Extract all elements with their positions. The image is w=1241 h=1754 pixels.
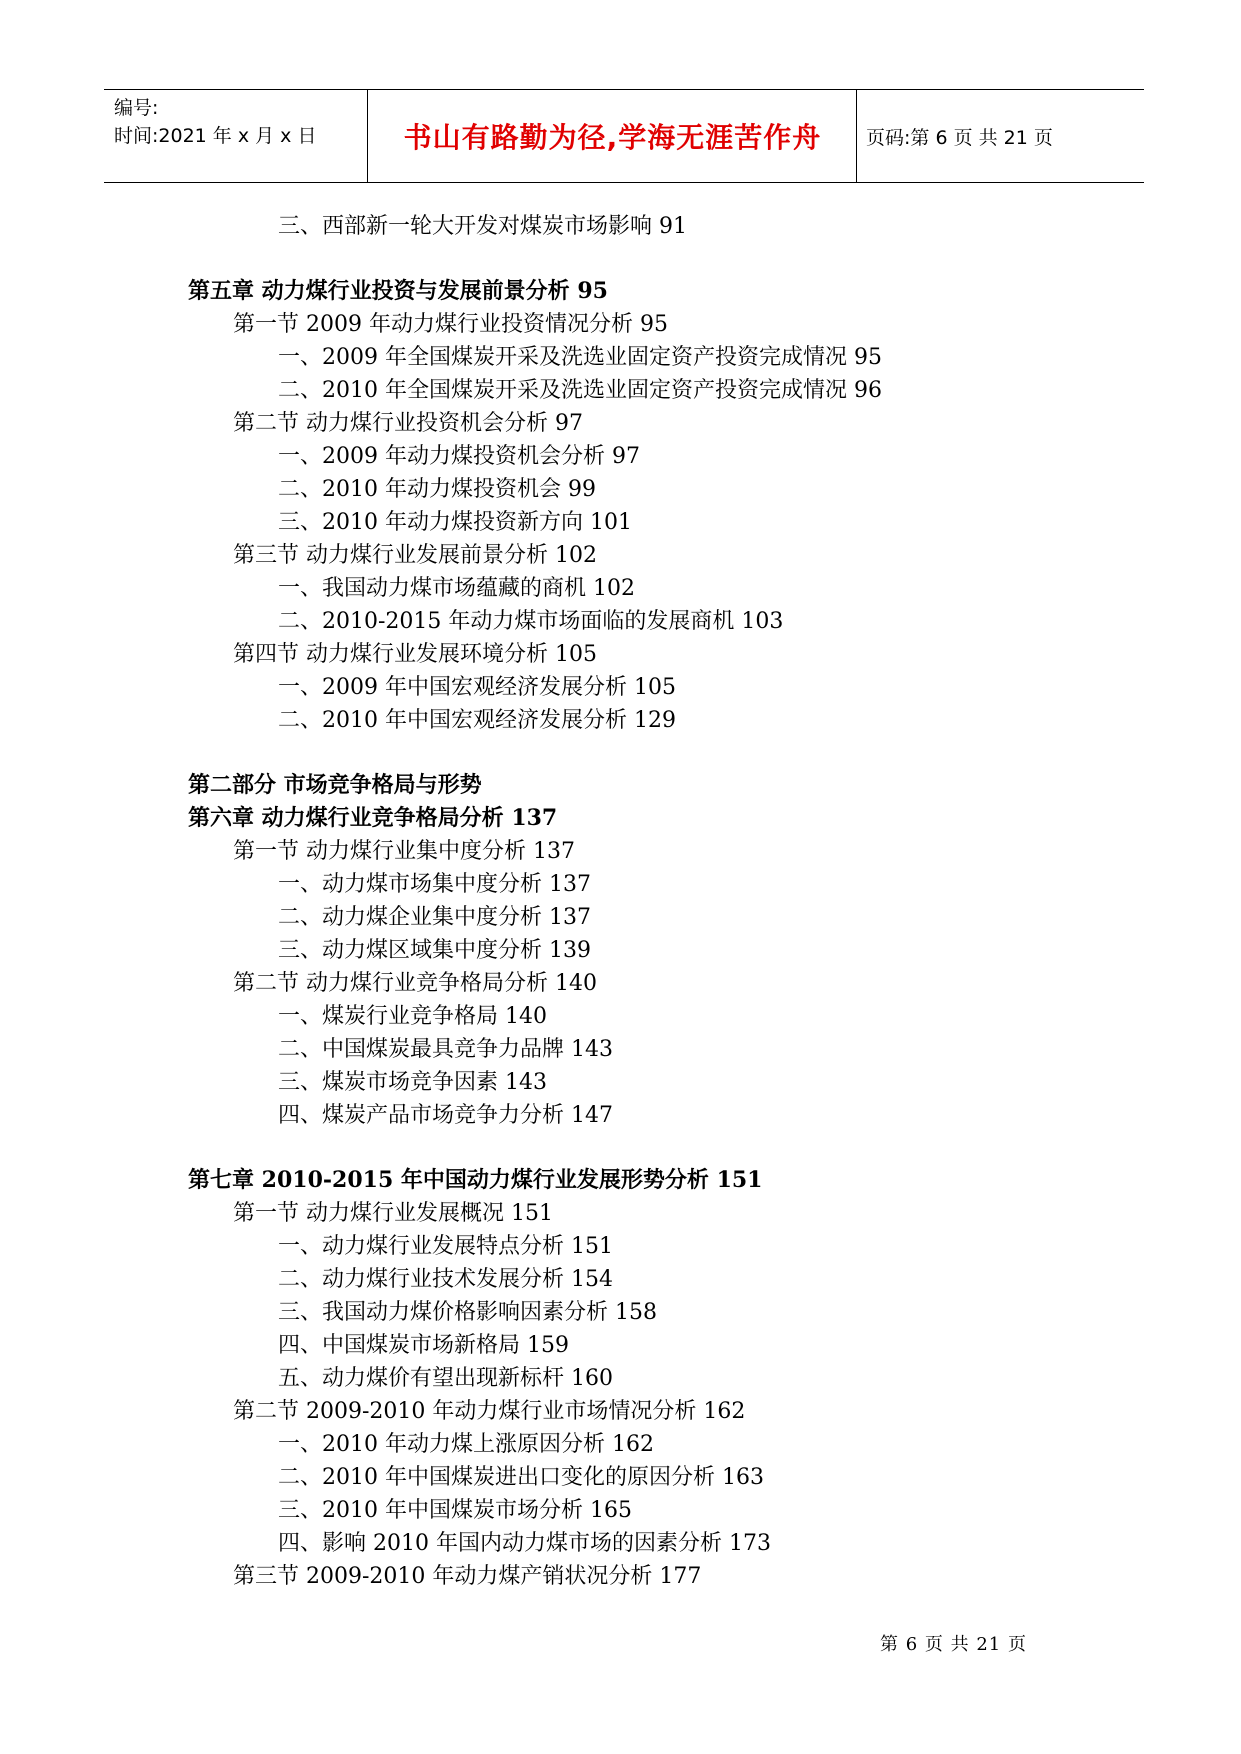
document-time-label: 时间:2021 年 x 月 x 日 [114, 125, 317, 147]
toc-chapter: 第六章 动力煤行业竞争格局分析 137 [188, 805, 558, 831]
toc-chapter: 第五章 动力煤行业投资与发展前景分析 95 [188, 278, 608, 304]
toc-section: 第二节 动力煤行业投资机会分析 97 [233, 411, 583, 436]
toc-item: 四、中国煤炭市场新格局 159 [278, 1333, 569, 1358]
toc-item: 二、2010 年中国煤炭进出口变化的原因分析 163 [278, 1465, 764, 1490]
toc-item: 一、2009 年中国宏观经济发展分析 105 [278, 675, 676, 700]
toc-item: 一、2010 年动力煤上涨原因分析 162 [278, 1432, 654, 1457]
toc-section: 第一节 动力煤行业发展概况 151 [233, 1201, 553, 1226]
toc-item: 二、2010 年全国煤炭开采及洗选业固定资产投资完成情况 96 [278, 378, 882, 403]
toc-item: 一、2009 年动力煤投资机会分析 97 [278, 444, 640, 469]
toc-item: 一、动力煤行业发展特点分析 151 [278, 1234, 613, 1259]
toc-item: 一、2009 年全国煤炭开采及洗选业固定资产投资完成情况 95 [278, 345, 882, 370]
table-of-contents [188, 210, 1088, 1593]
toc-item: 三、西部新一轮大开发对煤炭市场影响 91 [278, 214, 687, 239]
toc-section: 第四节 动力煤行业发展环境分析 105 [233, 642, 597, 667]
toc-item: 二、中国煤炭最具竞争力品牌 143 [278, 1037, 613, 1062]
toc-item: 四、煤炭产品市场竞争力分析 147 [278, 1103, 613, 1128]
toc-item: 一、我国动力煤市场蕴藏的商机 102 [278, 576, 635, 601]
header-divider [856, 90, 857, 182]
toc-item: 二、2010 年中国宏观经济发展分析 129 [278, 708, 676, 733]
page-footer: 第 6 页 共 21 页 [880, 1634, 1027, 1655]
document-number-label: 编号: [114, 97, 159, 119]
header-motto: 书山有路勤为径,学海无涯苦作舟 [403, 121, 822, 154]
toc-section: 第三节 动力煤行业发展前景分析 102 [233, 543, 597, 568]
toc-item: 二、动力煤行业技术发展分析 154 [278, 1267, 613, 1292]
toc-section: 第二节 动力煤行业竞争格局分析 140 [233, 971, 597, 996]
toc-item: 五、动力煤价有望出现新标杆 160 [278, 1366, 613, 1391]
toc-item: 三、2010 年中国煤炭市场分析 165 [278, 1498, 632, 1523]
toc-item: 三、动力煤区域集中度分析 139 [278, 938, 591, 963]
toc-item: 三、煤炭市场竞争因素 143 [278, 1070, 547, 1095]
toc-section: 第三节 2009-2010 年动力煤产销状况分析 177 [233, 1564, 702, 1589]
toc-item: 一、煤炭行业竞争格局 140 [278, 1004, 547, 1029]
toc-section: 第一节 2009 年动力煤行业投资情况分析 95 [233, 312, 668, 337]
header-meta [114, 94, 364, 150]
header-divider [367, 90, 368, 182]
page-header [104, 89, 1144, 183]
toc-item: 二、2010-2015 年动力煤市场面临的发展商机 103 [278, 609, 784, 634]
toc-item: 二、2010 年动力煤投资机会 99 [278, 477, 596, 502]
toc-part: 第二部分 市场竞争格局与形势 [188, 772, 482, 798]
toc-item: 三、2010 年动力煤投资新方向 101 [278, 510, 632, 535]
toc-section: 第一节 动力煤行业集中度分析 137 [233, 839, 575, 864]
toc-section: 第二节 2009-2010 年动力煤行业市场情况分析 162 [233, 1399, 746, 1424]
header-page-info: 页码:第 6 页 共 21 页 [866, 126, 1053, 149]
toc-item: 四、影响 2010 年国内动力煤市场的因素分析 173 [278, 1531, 771, 1556]
toc-item: 二、动力煤企业集中度分析 137 [278, 905, 591, 930]
toc-item: 三、我国动力煤价格影响因素分析 158 [278, 1300, 657, 1325]
toc-chapter: 第七章 2010-2015 年中国动力煤行业发展形势分析 151 [188, 1167, 763, 1193]
toc-item: 一、动力煤市场集中度分析 137 [278, 872, 591, 897]
